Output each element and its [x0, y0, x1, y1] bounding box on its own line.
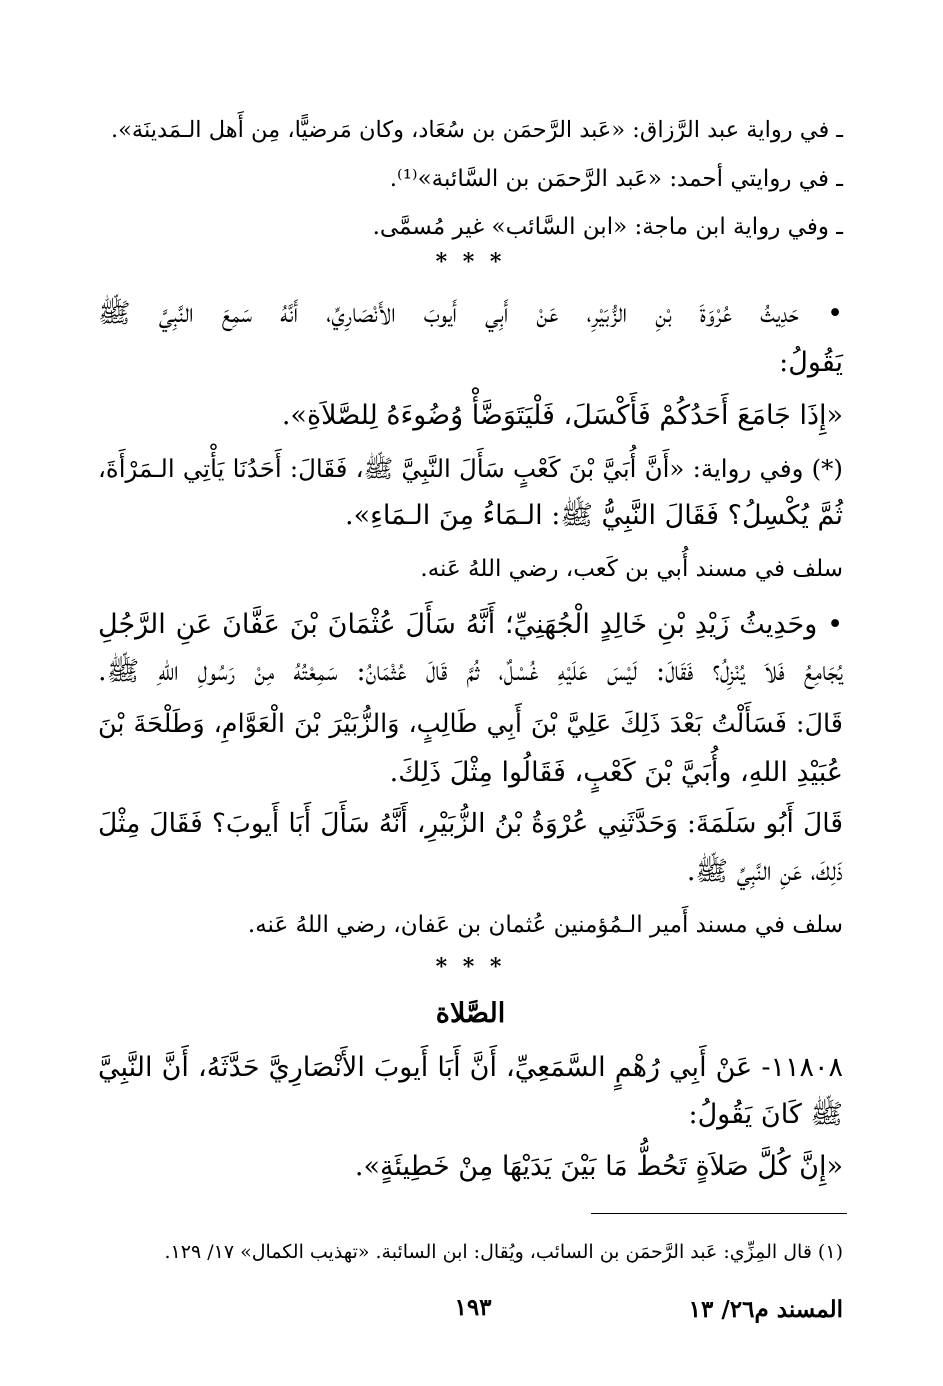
variant-line-ibn-majah: ـ وفي رواية ابن ماجة: «ابن السَّائب» غير مُسمَّى. [372, 214, 843, 240]
hadith-zayd-line-5: قَالَ أَبُو سَلَمَةَ: وَحَدَّثَنِي عُرْوَةُ بْنُ الزُّبَيْرِ، أَنَّهُ سَأَلَ أَبَا أَيوبَ؟ فَقَالَ مِثْلَ [98, 808, 843, 839]
variant-ubayy-line-2: ثُمَّ يُكْسِلُ؟ فَقَالَ النَّبِيُّ ﷺ: الـمَاءُ مِنَ الـمَاءِ». [345, 500, 843, 531]
footnote-1: (١) قال المِزِّي: عَبد الرَّحمَن بن السائب، ويُقال: ابن السائبة. «تهذيب الكمال» ١٧/ ١٢٩. [164, 1241, 843, 1263]
cross-reference-ubayy: سلف في مسند أُبي بن كَعب، رضي اللهُ عَنه. [420, 556, 843, 582]
hadith-urwa-line-2: يَقُولُ: [779, 347, 843, 378]
hadith-11808-quote: «إِنَّ كُلَّ صَلاَةٍ تَحُطُّ مَا بَيْنَ يَدَيْهَا مِنْ خَطِيئَةٍ». [354, 1151, 843, 1182]
hadith-11808-line-2: ﷺ كَانَ يَقُولُ: [688, 1099, 843, 1130]
section-separator: * * * [435, 954, 506, 980]
hadith-zayd-line-6: ذَلِكَ، عَنِ النَّبِيِّ ﷺ. [686, 856, 843, 887]
hadith-zayd-line-1: • وحَدِيثُ زَيْدِ بْنِ خَالِدٍ الْجُهَنِيِّ؛ أَنَّهُ سَأَلَ عُثْمَانَ بْنَ عَفَّانَ عَنِ الرَّجُلِ [98, 609, 843, 640]
hadith-zayd-line-4: عُبَيْدِ اللهِ، وأُبَيَّ بْنَ كَعْبٍ، فَقَالُوا مِثْلَ ذَلِكَ. [389, 757, 843, 788]
hadith-urwa-quote: «إِذَا جَامَعَ أَحَدُكُمْ فَأَكْسَلَ، فَلْيَتَوَضَّأْ وُضُوءَهُ لِلصَّلاَةِ». [281, 400, 843, 431]
variant-ubayy-line-1: (*) وفي رواية: «أَنَّ أُبَيَّ بْنَ كَعْبٍ سَأَلَ النَّبِيَّ ﷺ، فَقَالَ: أَحَدُنَا يَأْتِي الـمَرْأَةَ، [98, 454, 843, 483]
variant-line-ahmad: ـ في روايتي أحمد: «عَبد الرَّحمَن بن السَّائبة»⁽¹⁾. [389, 166, 843, 192]
section-separator: * * * [435, 249, 506, 275]
hadith-zayd-line-2: يُجَامِعُ فَلاَ يُنْزِلُ؟ فَقَالَ: لَيْسَ عَلَيْهِ غُسْلٌ، ثُمَّ قَالَ عُثْمَانُ: سَمِعْتُهُ مِنْ رَسُولِ اللهِ ﷺ. [98, 656, 843, 687]
hadith-11808-line-1: ١١٨٠٨- عَنْ أَبِي رُهْمٍ السَّمَعِيِّ، أَنَّ أَبَا أَيوبَ الأَنْصَارِيَّ حَدَّثَهُ، أَنَّ النَّبِيَّ [98, 1052, 843, 1083]
hadith-zayd-line-3: قَالَ: فَسَأَلْتُ بَعْدَ ذَلِكَ عَلِيَّ بْنَ أَبِي طَالِبٍ، وَالزُّبَيْرَ بْنَ الْعَوَّامِ، وَطَلْحَةَ بْنَ [98, 709, 843, 739]
page-number: ١٩٣ [454, 1294, 492, 1321]
variant-line-abd-al-razzaq: ـ في رواية عبد الرَّزاق: «عَبد الرَّحمَن بن سُعَاد، وكان مَرضيًّا، مِن أَهل الـمَدينَة». [111, 117, 843, 143]
hadith-urwa-line-1: • حَدِيثُ عُرْوَةَ بْنِ الزُّبَيْرِ، عَنْ أَبِي أَيوبَ الأَنْصَارِيِّ، أَنَّهُ سَمِعَ النَّبِيَّ ﷺ [98, 298, 843, 329]
footer-signature: المسند م٢٦/ ١٣ [688, 1296, 843, 1323]
footnote-divider [591, 1213, 847, 1214]
cross-reference-uthman: سلف في مسند أَمير الـمُؤمنين عُثمان بن عَفان، رضي اللهُ عَنه. [247, 912, 843, 938]
section-heading: الصَّلاة [435, 998, 506, 1029]
